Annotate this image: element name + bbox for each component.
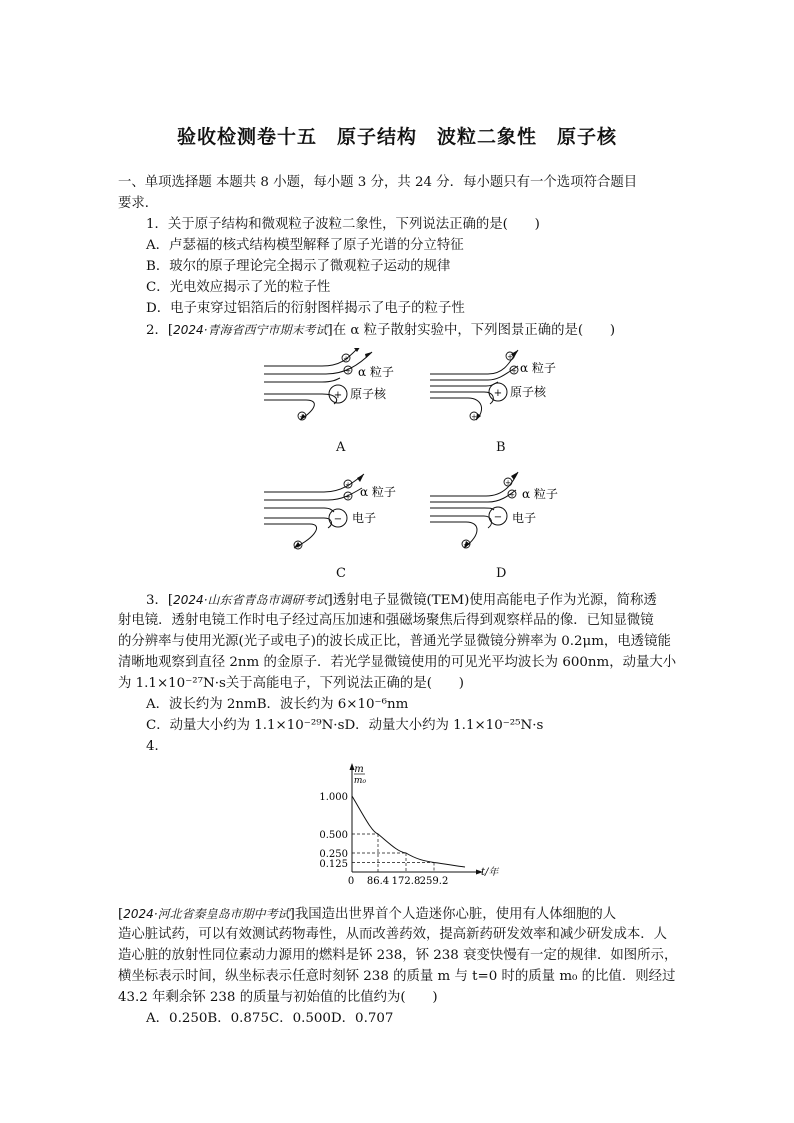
q1-option-b: B．玻尔的原子理论完全揭示了微观粒子运动的规律 <box>146 259 451 274</box>
figure-a-nucleus-sign: + <box>333 390 343 401</box>
figure-a-particle-label: α 粒子 <box>358 365 394 379</box>
q3-line2: 射电镜．透射电镜工作时电子经过高压加速和强磁场聚焦后得到观察样品的像．已知显微镜 <box>118 613 654 628</box>
q2-stem-text: ]在 α 粒子散射实验中，下列图景正确的是( ) <box>327 323 616 338</box>
figure-b-nucleus-sign: + <box>493 388 503 399</box>
figure-c-target-label: 电子 <box>352 511 377 525</box>
figure-b-target-label: 原子核 <box>510 385 547 399</box>
q3-options-cd: C．动量大小约为 1.1×10⁻²⁹N·sD．动量大小约为 1.1×10⁻²⁵N·s <box>146 718 544 733</box>
section-heading-line1: 一、单项选择题 本题共 8 小题，每小题 3 分，共 24 分．每小题只有一个选项符合题目 <box>118 175 638 190</box>
graph-ytick-1000: 1.000 <box>319 792 348 803</box>
decay-graph <box>310 760 510 890</box>
q4-line1-text: 我国造出世界首个人造迷你心脏，使用有人体细胞的人 <box>294 907 617 922</box>
q4-options: A．0.250B．0.875C．0.500D．0.707 <box>146 1011 394 1026</box>
q4-line1 <box>118 904 616 925</box>
svg-text:+: + <box>509 491 515 499</box>
q4-line4: 横坐标表示时间，纵坐标表示任意时刻钚 238 的质量 m 与 t=0 时的质量 m₀ 的比值．则经过 <box>118 969 676 984</box>
graph-xlabel: t/年 <box>481 867 499 878</box>
q3-line3: 的分辨率与使用光源(光子或电子)的波长成正比，普通光学显微镜分辨率为 0.2μm，电透镜能 <box>118 634 671 649</box>
graph-ytick-0250: 0.250 <box>319 849 348 860</box>
page-title: 验收检测卷十五 原子结构 波粒二象性 原子核 <box>176 126 617 148</box>
figure-b-diagram <box>428 348 588 428</box>
q4-line3: 造心脏的放射性同位素动力源用的燃料是钚 238，钚 238 衰变快慢有一定的规律．如图所示， <box>118 948 678 963</box>
figure-b-particle-label: α 粒子 <box>520 361 556 375</box>
graph-ytick-0500: 0.500 <box>319 830 348 841</box>
svg-text:+: + <box>299 413 305 421</box>
q1-option-c: C．光电效应揭示了光的粒子性 <box>146 280 331 295</box>
figure-d-letter: D <box>496 566 507 581</box>
figure-c-particle-label: α 粒子 <box>360 485 396 499</box>
graph-ylabel-denominator: m₀ <box>353 776 367 786</box>
q1-stem: 1．关于原子结构和微观粒子波粒二象性，下列说法正确的是( ) <box>146 217 540 232</box>
svg-text:+: + <box>345 493 351 501</box>
q4-source-close: ] <box>289 907 295 922</box>
svg-text:+: + <box>345 367 351 375</box>
q4-number: 4． <box>146 739 168 754</box>
svg-text:+: + <box>505 479 511 487</box>
svg-text:+: + <box>295 542 301 550</box>
q3-line5: 为 1.1×10⁻²⁷N·s关于高能电子，下列说法正确的是( ) <box>118 676 464 691</box>
q2-stem <box>146 320 615 341</box>
figure-c-electron-sign: − <box>333 514 343 525</box>
svg-text:+: + <box>507 353 513 361</box>
q2-number: 2．[ <box>146 323 174 338</box>
graph-ytick-0125: 0.125 <box>319 859 348 870</box>
graph-ylabel-numerator: m <box>354 764 364 775</box>
q4-source: 2024·河北省秦皇岛市期中考试 <box>123 907 290 921</box>
q2-source: 2024·青海省西宁市期末考试 <box>173 323 328 337</box>
q1-option-a: A．卢瑟福的核式结构模型解释了原子光谱的分立特征 <box>146 238 464 253</box>
graph-xtick-2592: 259.2 <box>419 876 449 887</box>
figure-d-target-label: 电子 <box>512 511 537 525</box>
figure-c-letter: C <box>336 566 346 581</box>
svg-text:+: + <box>343 355 349 363</box>
q3-source: 2024·山东省青岛市调研考试 <box>173 593 328 607</box>
figure-c-diagram <box>262 470 422 556</box>
svg-text:+: + <box>471 413 477 421</box>
q4-line2: 造心脏试药，可以有效测试药物毒性，从而改善药效，提高新药研发效率和减少研发成本．人 <box>118 927 668 942</box>
svg-text:+: + <box>345 481 351 489</box>
figure-a-target-label: 原子核 <box>350 387 387 401</box>
figure-a-diagram <box>262 348 422 428</box>
graph-xtick-864: 86.4 <box>366 876 390 887</box>
graph-xtick-1728: 172.8 <box>391 876 421 887</box>
figure-d-particle-label: α 粒子 <box>522 487 558 501</box>
figure-d-electron-sign: − <box>493 512 503 523</box>
section-heading-line2: 要求． <box>118 196 159 211</box>
q3-number: 3．[ <box>146 593 174 608</box>
q3-line4: 清晰地观察到直径 2nm 的金原子．若光学显微镜使用的可见光平均波长为 600nm，动量大小 <box>118 655 677 670</box>
svg-text:+: + <box>511 367 517 375</box>
figure-d-diagram <box>428 470 588 556</box>
figure-b-letter: B <box>496 440 506 455</box>
q4-line5: 43.2 年剩余钚 238 的质量与初始值的比值约为( ) <box>118 990 438 1005</box>
q3-options-ab: A．波长约为 2nmB．波长约为 6×10⁻⁶nm <box>146 697 409 712</box>
q3-line1 <box>146 590 657 611</box>
q3-line1-text: ]透射电子显微镜(TEM)使用高能电子作为光源，简称透 <box>327 593 657 608</box>
q4-source-open: [ <box>118 907 124 922</box>
q1-option-d: D．电子束穿过铝箔后的衍射图样揭示了电子的粒子性 <box>146 301 465 316</box>
graph-origin: 0 <box>347 876 355 887</box>
svg-text:+: + <box>463 541 469 549</box>
figure-a-letter: A <box>336 440 346 455</box>
